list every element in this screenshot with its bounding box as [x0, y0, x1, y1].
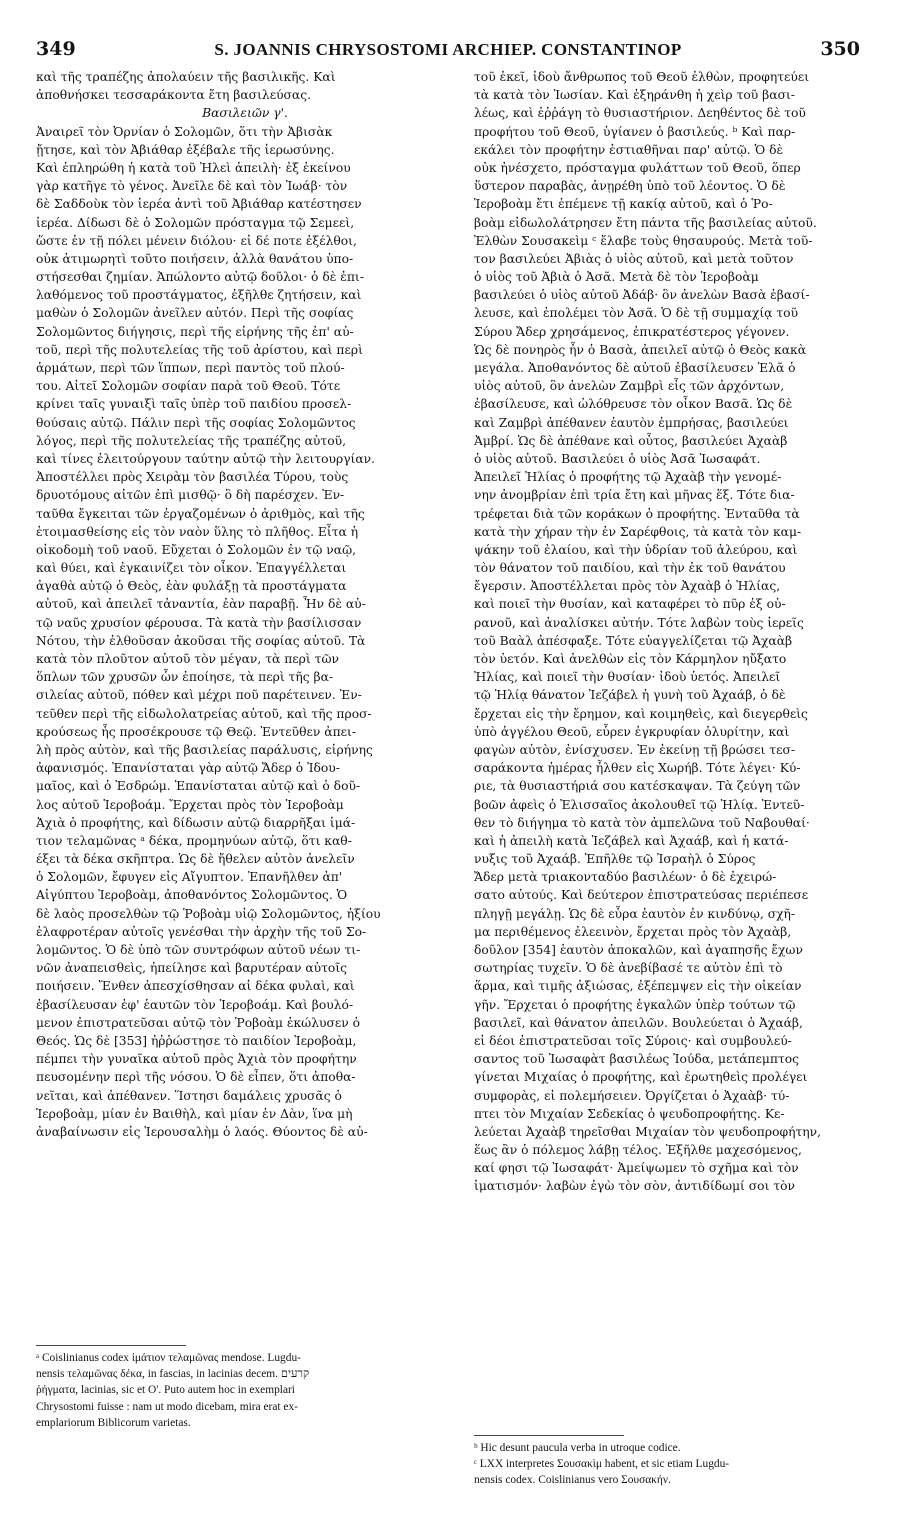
text-line: τὸν ὑετόν. Καὶ ἀνελθὼν εἰς τὸν Κάρμηλον ηὔξατο: [474, 652, 787, 666]
text-line: μεγάλα. Ἀποθανόντος δὲ αὐτοῦ ἐβασίλευσεν Ἐλᾶ ὁ: [474, 361, 796, 375]
text-line: νυξις τοῦ Ἀχαάβ. Ἐπῆλθε τῷ Ἰσραὴλ ὁ Σύρος: [474, 852, 756, 867]
text-line: ἀναβαίνωσιν εἰς Ἱερουσαλὴμ ὁ λαός. Θύοντος δὲ αὐ-: [36, 1124, 368, 1139]
text-line: Αἰγύπτου Ἱεροβοὰμ, ἀποθανόντος Σολομῶντος. Ὁ: [36, 888, 348, 903]
text-line: καὶ ποιεῖ τὴν θυσίαν, καὶ καταφέρει τὸ πῦρ ἐξ οὐ-: [474, 597, 786, 612]
text-line: νῶν ἀναπεισθεὶς, ἠπείλησε καὶ βαρυτέραν αὐτοῖς: [36, 961, 348, 976]
text-line: γίνεται Μιχαίας ὁ προφήτης, καὶ ἐρωτηθεὶς προλέγει: [474, 1070, 808, 1085]
text-line: ᾔτησε, καὶ τὸν Ἀβιάθαρ ἐξέβαλε τῆς ἱερωσύνης.: [36, 142, 335, 157]
text-line: τοῦ Βαὰλ ἀπέσφαξε. Τότε εὐαγγελίζεται τῷ Ἀχαὰβ: [474, 633, 793, 648]
page-header: [36, 38, 860, 64]
text-line: ἀποθνήσκει τεσσαράκοντα ἔτη βασιλεύσας.: [36, 88, 312, 103]
text-line: ὁ υἱὸς αὐτοῦ. Βασιλεύει ὁ υἱὸς Ἀσᾶ Ἰωσαφάτ.: [474, 451, 761, 466]
text-line: Ἠλίας, καὶ ποιεῖ τὴν θυσίαν· ἰδοὺ ὑετός. Ἀπειλεῖ: [474, 670, 781, 685]
text-line: δοῦλον [354] ἑαυτὸν ἀποκαλῶν, καὶ ἀγαπησῆς ἔχων: [474, 943, 803, 957]
text-line: προφήτου τοῦ Θεοῦ, ὑγίανεν ὁ βασιλεύς. ᵇ Καὶ παρ-: [474, 124, 796, 139]
text-line: ἔγερσιν. Ἀποστέλλεται πρὸς τὸν Ἀχαὰβ ὁ Ἠλίας,: [474, 579, 781, 594]
text-line: ὁ υἱὸς τοῦ Ἀβιὰ ὁ Ἀσᾶ. Μετὰ δὲ τὸν Ἱεροβοὰμ: [474, 270, 759, 285]
section-heading: Βασιλειῶν γ'.: [202, 106, 288, 121]
text-line: ἑτοιμασθείσης εἰς τὸν ναὸν ὕλης τὸ πλῆθος. Εἶτα ἡ: [36, 524, 359, 539]
text-line: δὲ Σαδδοὺκ τὸν ἱερέα ἀντὶ τοῦ Ἀβιάθαρ κατέστησεν: [36, 197, 362, 212]
text-line: Ἀποστέλλει πρὸς Χειρὰμ τὸν βασιλέα Τύρου, τοὺς: [36, 470, 349, 485]
text-line: θούσαις αὐτῷ. Πάλιν περὶ τῆς σοφίας Σολομῶντος: [36, 415, 356, 430]
text-line: λόγος, περὶ τῆς πολυτελείας τῆς τραπέζης αὐτοῦ,: [36, 433, 346, 448]
text-line: λευσε, καὶ ἐπολέμει τὸν Ἀσᾶ. Ὁ δὲ τῇ συμμαχίᾳ τοῦ: [474, 306, 799, 321]
text-line: γῆν. Ἔρχεται ὁ προφήτης ἐγκαλῶν ὑπὲρ τούτων τῷ: [474, 997, 796, 1012]
text-line: Ἐλθὼν Σουσακεὶμ ᶜ ἔλαβε τοὺς θησαυρούς. Μετὰ τοῦ-: [474, 233, 813, 248]
text-line: δὲ λαὸς προσελθὼν τῷ Ῥοβοὰμ υἱῷ Σολομῶντος, ἠξίου: [36, 906, 381, 921]
footnote-line: ᵇ Hic desunt paucula verba in utroque codice.: [474, 1442, 681, 1454]
text-line: καὶ ἡ ἀπειλὴ κατὰ Ἰεζάβελ καὶ Ἀχαάβ, καὶ ἡ κατά-: [474, 833, 789, 848]
text-line: σωτηρίας τυχεῖν. Ὁ δὲ ἀνεβίβασέ τε αὐτὸν ἐπὶ τὸ: [474, 961, 783, 976]
text-line: τὸν θάνατον τοῦ παιδίου, καὶ τὴν ἐκ τοῦ θανάτου: [474, 561, 786, 576]
text-line: ἁρμάτων, περὶ τῶν ἵππων, περὶ παντὸς τοῦ πλού-: [36, 361, 345, 375]
text-line: ἀγαθὰ αὐτῷ ὁ Θεὸς, ἐὰν φυλάξῃ τὰ προστάγματα: [36, 579, 347, 594]
text-line: Ἄδερ μετὰ τριακονταδύο βασιλέων· ὁ δὲ ἐχειρώ-: [474, 870, 777, 885]
text-line: καί φησι τῷ Ἰωσαφάτ· Ἀμείψωμεν τὸ σχῆμα καὶ τὸν: [474, 1161, 799, 1176]
text-line: έξει τὰ δέκα σκῆπτρα. Ὡς δὲ ἤθελεν αὐτὸν ἀνελεῖν: [36, 852, 355, 867]
text-line: Ἱεροβοὰμ ἔτι ἐπέμενε τῇ κακίᾳ αὐτοῦ, καὶ ὁ Ῥο-: [474, 197, 773, 212]
text-line: Καὶ ἐπληρώθη ἡ κατὰ τοῦ Ἠλεὶ ἀπειλὴ· ἐξ ἐκείνου: [36, 160, 351, 175]
text-line: υἱὸς αὐτοῦ, ὃν ἀνελὼν Ζαμβρὶ εἷς τῶν ἀρχόντων,: [474, 379, 785, 394]
text-line: τοῦ ἐκεῖ, ἰδοὺ ἄνθρωπος τοῦ Θεοῦ ἐλθὼν, προφητεύει: [474, 70, 810, 84]
footnote-line: nensis codex. Coislinianus vero Σουσακήν.: [474, 1474, 671, 1487]
text-line: τῷ Ἠλίᾳ θάνατον Ἰεζάβελ ἡ γυνὴ τοῦ Ἀχαάβ, ὁ δὲ: [474, 688, 786, 703]
text-line: τῷ ναῦς χρυσίον φέρουσα. Τὰ κατὰ τὴν βασίλισσαν: [36, 615, 362, 630]
text-line: τὰ κατὰ τὸν Ἰωσίαν. Καὶ ἐξηράνθη ἡ χεὶρ τοῦ βασι-: [474, 88, 795, 103]
text-line: ἐβασίλευσαν ἐφ' ἑαυτῶν τὸν Ἱεροβοάμ. Καὶ βουλό-: [36, 997, 354, 1012]
text-line: βασιλεύει ὁ υἱὸς αὐτοῦ Ἀδάβ· ὃν ἀνελὼν Βασὰ ἐβασί-: [474, 288, 810, 303]
page-number-right: 350: [820, 38, 860, 60]
text-line: ἅρμα, καὶ τιμῆς ἀξιώσας, ἐξέπεμψεν εἰς τὴν οἰκείαν: [474, 979, 802, 994]
text-line: κρούσεως ἧς προσέκρουσε τῷ Θεῷ. Ἐντεῦθεν ἀπει-: [36, 724, 357, 739]
text-line: Ὡς δὲ πονηρὸς ἦν ὁ Βασὰ, ἀπειλεῖ αὐτῷ ὁ Θεὸς κακὰ: [474, 342, 807, 357]
text-line: βοὰμ εἰδωλολάτρησεν ἔτη πάντα τῆς βασιλείας αὐτοῦ.: [474, 215, 817, 230]
text-line: πέμπει τὴν γυναῖκα αὐτοῦ πρὸς Ἀχιὰ τὸν προφήτην: [36, 1052, 357, 1067]
text-line: ρανοῦ, καὶ ἀναλίσκει αὐτήν. Τότε λαβὼν τοὺς ἱερεῖς: [474, 615, 804, 630]
text-line: ἕως ἂν ὁ πόλεμος λάβῃ τέλος. Ἐξῆλθε μαχεσόμενος,: [474, 1143, 802, 1158]
text-line: σιλείας αὐτοῦ, πόθεν καὶ μέχρι ποῦ παρέτεινεν. Ἐν-: [36, 688, 362, 703]
footnote-divider-right: [474, 1435, 624, 1436]
text-line: εἰ δέοι ἐπιστρατεῦσαι τοῖς Σύροις· καὶ συμβουλεύ-: [474, 1033, 792, 1048]
text-line: βασιλεῖ, καὶ θάνατον ἀπειλῶν. Βουλεύεται ὁ Ἀχαάβ,: [474, 1015, 803, 1030]
text-line: Θεός. Ὡς δὲ [353] ἠῤῥώστησε τὸ παιδίον Ἱεροβοὰμ,: [36, 1033, 357, 1048]
text-line: θεν τὸ διήγημα τὸ κατὰ τὸν ἀμπελῶνα τοῦ Ναβουθαί·: [474, 815, 810, 830]
text-line: ὕστερον παραβὰς, ἀνῃρέθη ὑπὸ τοῦ λέοντος. Ὁ δὲ: [474, 179, 786, 194]
text-line: ὥστε ἐν τῇ πόλει μένειν διόλου· εἰ δέ ποτε ἐξέλθοι,: [36, 233, 357, 248]
text-line: Σύρου Ἄδερ χρησάμενος, ἐπικρατέστερος γέγονεν.: [474, 324, 790, 339]
text-line: τοῦ, περὶ τῆς πολυτελείας τῆς τοῦ ἀρίστου, καὶ περὶ: [36, 342, 363, 357]
text-line: οὐκ ἀτιμωρητὶ τοῦτο ποιήσειν, ἀλλὰ θανάτου ὑπο-: [36, 251, 354, 266]
footnote-line: ῥήγματα, lacinias, sic et O'. Puto autem hoc in exemplari: [36, 1384, 295, 1397]
footnote-line: Chrysostomi fuisse : nam ut modo dicebam, mira erat ex-: [36, 1400, 298, 1413]
text-line: μενον ἐπιστρατεῦσαι αὐτῷ τὸν Ῥοβοὰμ ἐκώλυσεν ὁ: [36, 1015, 361, 1030]
text-line: τρέφεται διὰ τῶν κοράκων ὁ προφήτης. Ἐνταῦθα τὰ: [474, 506, 800, 521]
text-line: ἱματισμόν· λαβὼν ἐγὼ τὸν σὸν, ἀντιδίδωμί σοι τὸν: [474, 1179, 795, 1194]
text-line: καὶ θύει, καὶ ἐγκαινίζει τὸν οἶκον. Ἐπαγγέλλεται: [36, 561, 347, 576]
running-title: S. JOANNIS CHRYSOSTOMI ARCHIEP. CONSTANTINOP: [214, 40, 682, 59]
text-line: βοῶν ἀφεὶς ὁ Ἐλισσαῖος ἀκολουθεῖ τῷ Ἠλίᾳ. Ἐντεῦ-: [474, 797, 805, 812]
text-line: καὶ τῆς τραπέζης ἀπολαύειν τῆς βασιλικῆς. Καὶ: [36, 70, 336, 84]
text-line: ριε, τὰ θυσιαστήριά σου κατέσκαψαν. Τὰ ζεύγη τῶν: [474, 779, 801, 794]
text-line: μαῖος, καὶ ὁ Ἐσδρώμ. Ἐπανίσταται αὐτῷ καὶ ὁ δοῦ-: [36, 779, 361, 794]
footnotes-left: [36, 1350, 454, 1431]
text-line: Σολομῶντος διήγησις, περὶ τῆς εἰρήνης τῆς ἐπ' αὐ-: [36, 324, 354, 339]
text-line: ὑπὸ ἀγγέλου Θεοῦ, εὗρεν ἐγκρυφίαν ὀλυρίτην, καὶ: [474, 724, 790, 739]
page-number-left: 349: [36, 38, 76, 60]
text-line: αὐτοῦ, καὶ ἀπειλεῖ τἀναντία, ἐὰν παραβῇ. Ἦν δὲ αὐ-: [36, 597, 366, 612]
text-line: καὶ Ζαμβρὶ ἀπέθανεν ἑαυτὸν ἐμπρήσας, βασιλεύει: [474, 415, 789, 430]
text-line: Ἀπειλεῖ Ἠλίας ὁ προφήτης τῷ Ἀχαὰβ τὴν γενομέ-: [474, 470, 782, 485]
text-line: συμφορὰς, εἰ πολεμήσειεν. Ὀργίζεται ὁ Ἀχαὰβ· τύ-: [474, 1088, 790, 1103]
text-line: γὰρ κατῆγε τὸ γένος. Ἀνεῖλε δὲ καὶ τὸν Ἰωάβ· τὸν: [36, 179, 348, 194]
text-line: Ἀμβρί. Ὡς δὲ ἀπέθανε καὶ οὗτος, βασιλεύει Ἀχαὰβ: [474, 433, 788, 448]
text-line: πληγῇ μεγάλῃ. Ὡς δὲ εὗρα ἑαυτὸν ἐν κινδύνῳ, σχῆ-: [474, 906, 796, 921]
text-line: ψάκην τοῦ ἐλαίου, καὶ τὴν ὑδρίαν τοῦ ἀλεύρου, καὶ: [474, 542, 798, 557]
text-line: εκάλει τὸν προφήτην ἑστιαθῆναι παρ' αὐτῷ. Ὁ δὲ: [474, 142, 784, 157]
text-line: στήσεσθαι ζημίαν. Ἀπώλοντο αὐτῷ δοῦλοι· ὁ δὲ ἐπι-: [36, 270, 364, 285]
footnote-line: ᶜ LXX interpretes Σουσακὶμ habent, et sic etiam Lugdu-: [474, 1458, 730, 1471]
text-line: κατὰ τὴν χήραν τὴν ἐν Σαρέφθοις, τὰ κατὰ τὸν καμ-: [474, 524, 802, 539]
footnote-line: emplariorum Biblicorum varietas.: [36, 1416, 191, 1429]
text-line: μα περιθέμενος ἐλεεινὸν, ἔρχεται πρὸς τὸν Ἀχαὰβ,: [474, 924, 792, 939]
text-line: ἔρχεται εἰς τὴν ἔρημον, καὶ κοιμηθεὶς, καὶ διεγερθεὶς: [474, 706, 808, 721]
left-text-column: [36, 68, 454, 1141]
text-line: ταῦθα ἔγκειται τῶν ἐργαζομένων ὁ ἀριθμὸς, καὶ τῆς: [36, 506, 365, 521]
text-line: ἐβασίλευσε, καὶ ὠλόθρευσε τὸν οἶκον Βασᾶ. Ὡς δὲ: [474, 397, 793, 412]
text-line: ὁ Σολομῶν, ἔφυγεν εἰς Αἴγυπτον. Ἐπανῆλθεν ἀπ': [36, 870, 343, 885]
text-line: νην ἀνομβρίαν ἐπὶ τρία ἔτη καὶ μῆνας ἕξ. Τότε δια-: [474, 488, 795, 503]
text-line: σατο αὐτούς. Καὶ δεύτερον ἐπιστρατεύσας περιέπεσε: [474, 888, 809, 903]
text-line: δρυοτόμους αἰτῶν ἐπὶ μισθῷ· ὃ δὴ παρέσχεν. Ἐν-: [36, 488, 345, 503]
footnote-divider-left: [36, 1345, 186, 1346]
text-line: οἰκοδομὴ τοῦ ναοῦ. Εὔχεται ὁ Σολομῶν ἐν τῷ ναῷ,: [36, 542, 357, 557]
text-line: κατὰ τὸν πλοῦτον αὐτοῦ τὸν μέγαν, τὰ περὶ τῶν: [36, 652, 339, 666]
text-line: λαθόμενος τοῦ προστάγματος, ἐξῆλθε ζητήσειν, καὶ: [36, 288, 362, 303]
text-line: ποιήσειν. Ἔνθεν ἀπεσχίσθησαν αἱ δέκα φυλαὶ, καὶ: [36, 979, 355, 994]
text-line: τον βασιλεύει Ἀβιὰς ὁ υἱὸς αὐτοῦ, καὶ μετὰ τοῦτον: [474, 251, 794, 266]
text-line: μαθὼν ὁ Σολομῶν ἀνεῖλεν αὐτόν. Περὶ τῆς σοφίας: [36, 306, 354, 321]
text-line: λέως, καὶ ἐῤῥάγη τὸ θυσιαστήριον. Δεηθέντος δὲ τοῦ: [474, 106, 806, 121]
footnote-line: ᵃ Coislinianus codex ἱμάτιον τελαμῶνας mendose. Lugdu-: [36, 1352, 301, 1364]
text-line: λὴ πρὸς αὐτὸν, καὶ τῆς βασιλείας παράλυσις, εἰρήνης: [36, 742, 373, 757]
text-line: Νότου, τὴν ἐλθοῦσαν ἀκοῦσαι τῆς σοφίας αὐτοῦ. Τὰ: [36, 633, 366, 648]
text-line: λομῶντος. Ὁ δὲ ὑπὸ τῶν συντρόφων αὐτοῦ νέων τι-: [36, 943, 361, 957]
footnotes-right: [474, 1440, 892, 1489]
right-text-column: [474, 68, 892, 1196]
text-line: νεῖται, καὶ ἀπέθανεν. Ἵστησι δαμάλεις χρυσᾶς ὁ: [36, 1088, 342, 1103]
text-line: ὅπλων τῶν χρυσῶν ὧν ἐποίησε, τὰ περὶ τῆς βα-: [36, 670, 334, 685]
text-line: καὶ τίνες ἐλειτούργουν ταύτην αὐτῷ τὴν λειτουργίαν.: [36, 451, 376, 466]
text-line: Ἀχιὰ ὁ προφήτης, καὶ δίδωσιν αὐτῷ διαρρῆξαι ἱμά-: [36, 815, 356, 830]
footnote-line: nensis τελαμῶνας δέκα, in fascias, in lacinias decem. קרעים: [36, 1368, 310, 1381]
text-line: ἱερέα. Δίδωσι δὲ ὁ Σολομῶν πρόσταγμα τῷ Σεμεεὶ,: [36, 215, 355, 230]
text-line: πευσομένην περὶ τῆς νόσου. Ὁ δὲ εἶπεν, ὅτι ἀποθα-: [36, 1070, 356, 1085]
text-line: τιον τελαμῶνας ᵃ δέκα, προμηνύων αὐτῷ, ὅτι καθ-: [36, 833, 352, 848]
text-line: φαγὼν αὐτὸν, ἐνίσχυσεν. Ἐν ἐκείνῃ τῇ βρώσει τεσ-: [474, 742, 795, 757]
text-line: κρίνει ταῖς γυναιξὶ ταῖς ὑπὲρ τοῦ παιδίου προσελ-: [36, 397, 352, 412]
text-line: λος αὐτοῦ Ἱεροβοάμ. Ἔρχεται πρὸς τὸν Ἱεροβοὰμ: [36, 797, 344, 812]
text-line: λεύεται Ἀχαὰβ τηρεῖσθαι Μιχαίαν τὸν ψευδοπροφήτην,: [474, 1124, 822, 1139]
text-line: ἀφανισμός. Ἐπανίσταται γὰρ αὐτῷ Ἄδερ ὁ Ἰδου-: [36, 761, 340, 776]
text-line: σαντος τοῦ Ἰωσαφὰτ βασιλέως Ἰούδα, μετάπεμπτος: [474, 1052, 800, 1067]
text-line: ἐλαφροτέραν αὐτοῖς γενέσθαι τὴν ἀρχὴν τῆς τοῦ Σο-: [36, 924, 367, 939]
text-line: του. Αἰτεῖ Σολομῶν σοφίαν παρὰ τοῦ Θεοῦ. Τότε: [36, 379, 341, 394]
text-line: τεῦθεν περὶ τῆς εἰδωλολατρείας αὐτοῦ, καὶ τῆς προσ-: [36, 706, 372, 721]
text-line: οὐκ ἠνέσχετο, πρόσταγμα φυλάττων τοῦ Θεοῦ, ὅπερ: [474, 160, 801, 175]
text-line: πτει τὸν Μιχαίαν Σεδεκίας ὁ ψευδοπροφήτης. Κε-: [474, 1106, 785, 1121]
text-line: Ἱεροβοὰμ, μίαν ἐν Βαιθὴλ, καὶ μίαν ἐν Δὰν, ἵνα μὴ: [36, 1106, 353, 1121]
text-line: Ἀναιρεῖ τὸν Ὀρνίαν ὁ Σολομῶν, ὅτι τὴν Ἀβισὰκ: [36, 124, 333, 139]
text-line: σαράκοντα ἡμέρας ἦλθεν εἰς Χωρήβ. Τότε λέγει· Κύ-: [474, 761, 801, 776]
